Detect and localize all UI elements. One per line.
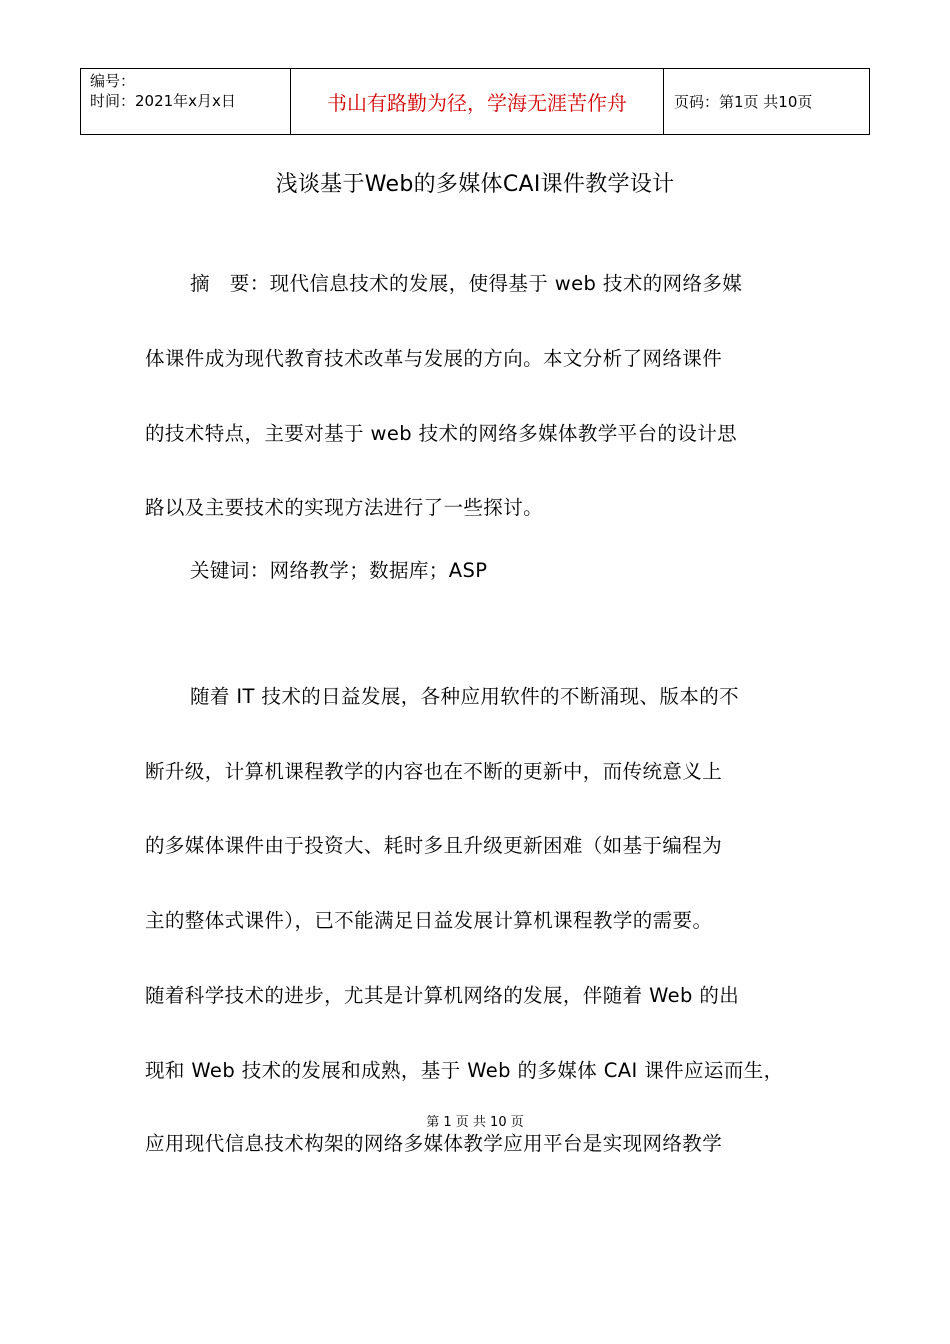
keywords-line: 关键词：网络教学；数据库；ASP: [190, 559, 488, 582]
document-title: 浅谈基于Web的多媒体CAI课件教学设计: [275, 172, 675, 197]
header-table: [80, 68, 870, 135]
body-line: 随着 IT 技术的日益发展，各种应用软件的不断涌现、版本的不: [190, 685, 740, 708]
header-meta-cell: [81, 69, 291, 135]
abstract-line: 路以及主要技术的实现方法进行了一些探讨。: [145, 496, 544, 519]
header-page-info: 页码：第1页 共10页: [664, 69, 870, 135]
body-line: 主的整体式课件），已不能满足日益发展计算机课程教学的需要。: [145, 909, 713, 932]
header-motto: 书山有路勤为径，学海无涯苦作舟: [291, 69, 664, 135]
page-footer: 第 1 页 共 10 页: [426, 1115, 524, 1130]
abstract-line: 的技术特点，主要对基于 web 技术的网络多媒体教学平台的设计思: [145, 422, 738, 445]
body-line: 应用现代信息技术构架的网络多媒体教学应用平台是实现网络教学: [145, 1132, 723, 1155]
body-line: 断升级，计算机课程教学的内容也在不断的更新中，而传统意义上: [145, 760, 723, 783]
body-line: 现和 Web 技术的发展和成熟，基于 Web 的多媒体 CAI 课件应运而生，: [145, 1059, 784, 1082]
abstract-line: 体课件成为现代教育技术改革与发展的方向。本文分析了网络课件: [145, 347, 723, 370]
abstract-line: 摘 要：现代信息技术的发展，使得基于 web 技术的网络多媒: [190, 272, 743, 295]
document-date-label: 时间：2021年x月x日: [90, 92, 236, 110]
document-number-label: 编号：: [90, 72, 136, 90]
body-line: 的多媒体课件由于投资大、耗时多且升级更新困难（如基于编程为: [145, 834, 723, 857]
body-line: 随着科学技术的进步，尤其是计算机网络的发展，伴随着 Web 的出: [145, 984, 740, 1007]
